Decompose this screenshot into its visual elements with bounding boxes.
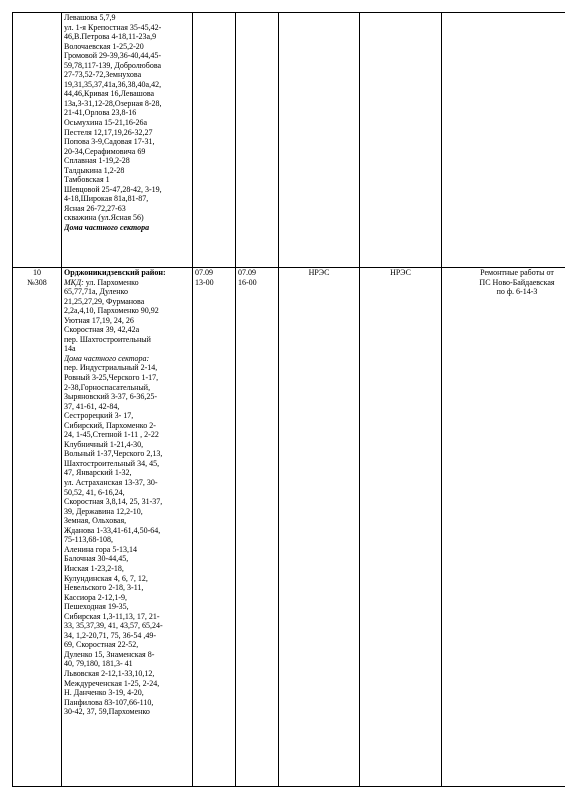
org-cell xyxy=(279,268,360,787)
org-name: НРЭС xyxy=(390,268,411,277)
address-line: пер. Шахтостроительный xyxy=(64,334,151,344)
org-cell xyxy=(360,13,442,268)
address-line: пер. Индустриальный 2-14, xyxy=(64,363,158,373)
address-line: Невельского 2-18, 3-11, xyxy=(64,583,144,593)
address-line: Сибирский, Пархоменко 2- xyxy=(64,420,156,430)
start-date: 07.09 xyxy=(195,268,213,277)
address-line: Клубничный 1-21,4-30, xyxy=(64,439,144,449)
start-time: 13-00 xyxy=(195,277,214,287)
address-line: ул. Астраханская 13-37, 30- xyxy=(64,478,158,488)
address-line: Талдыкина 1,2-28 xyxy=(64,165,125,175)
address-line: Скоростная 39, 42,42а xyxy=(64,325,140,335)
address-line: 20-34,Серафимовича 69 xyxy=(64,146,146,156)
address-cell xyxy=(62,13,193,268)
address-line: Панфилова 83-107,66-110, xyxy=(64,697,154,707)
address-line: Шахтостроительный 34, 45, xyxy=(64,458,160,468)
org-cell xyxy=(279,13,360,268)
end-date: 07.09 xyxy=(238,268,256,277)
address-line: Орджоникидзевский район: xyxy=(64,268,166,277)
address-line: Дома частного сектора: xyxy=(64,353,150,363)
reason-line: ПС Ново-Байдаевская xyxy=(479,277,555,287)
address-line: Зыряновский 3-37, 6-36,25- xyxy=(64,392,158,402)
start-cell xyxy=(193,13,236,268)
address-line: Кассиора 2-12,1-9, xyxy=(64,592,128,602)
address-line: Скоростная 3,8,14, 25, 31-37, xyxy=(64,497,163,507)
address-line: Земная, Ольховая, xyxy=(64,516,127,526)
table-row-previous xyxy=(13,13,565,268)
address-line: 69, Скоростная 22-52, xyxy=(64,640,139,650)
address-line: 37, 41-61, 42-84, xyxy=(64,401,120,411)
address-line: 65,77,71а, Дуленко xyxy=(64,287,128,297)
address-line: Осьмухина 15-21,16-26а xyxy=(64,118,148,128)
doc-number: №308 xyxy=(27,277,47,287)
address-text: ул. Пархоменко xyxy=(83,277,139,287)
reason-cell xyxy=(442,268,565,787)
address-line: Львовская 2-12,1-33,10,12, xyxy=(64,668,155,678)
end-cell xyxy=(236,268,279,787)
address-line: Балочная 30-44,45, xyxy=(64,554,129,564)
address-cell xyxy=(62,268,193,787)
address-line: Сестрорецкий 3- 17, xyxy=(64,411,134,421)
address-line: 19,31,35,37,41а,36,38,40а,42, xyxy=(64,79,162,89)
address-line: Левашова 5,7,9 xyxy=(64,13,116,22)
reason-line: Ремонтные работы от xyxy=(480,268,554,277)
address-line: 4-18,Широкая 81а,81-87, xyxy=(64,194,149,204)
address-line: 46,В.Петрова 4-18,11-23а,9 xyxy=(64,32,157,42)
address-line: Пестеля 12,17,19,26-32,27 xyxy=(64,127,153,137)
address-line: Шевцовой 25-47,28-42, 3-19, xyxy=(64,184,162,194)
address-line: 14а xyxy=(64,344,76,354)
address-line: Попова 3-9,Садовая 17-31, xyxy=(64,137,155,147)
address-line: Волочаевская 1-25,2-20 xyxy=(64,41,144,51)
address-line xyxy=(64,278,190,288)
address-line: 59,78,117-139, Добролюбова xyxy=(64,60,162,70)
number-cell xyxy=(13,268,62,787)
address-line: 75-113,68-108, xyxy=(64,535,114,545)
address-line: 21,25,27,29, Фурманова xyxy=(64,296,145,306)
address-line: 34, 1,2-20,71, 75, 36-54 ,49- xyxy=(64,630,156,640)
address-line: 39, Державина 12,2-10, xyxy=(64,506,143,516)
address-line: Дома частного сектора xyxy=(64,223,150,233)
address-line: 30-42, 37, 59,Пархоменко xyxy=(64,707,150,717)
address-line: 27-73,52-72,Земнухова xyxy=(64,70,142,80)
address-line: 2,2а,4,10, Пархоменко 90,92 xyxy=(64,306,159,316)
address-line: 24, 1-45,Степной 1-11 , 2-22 xyxy=(64,430,159,440)
address-line: Сплавная 1-19,2-28 xyxy=(64,156,130,166)
end-cell xyxy=(236,13,279,268)
address-line: 21-41,Орлова 23,8-16 xyxy=(64,108,137,118)
outage-schedule-table xyxy=(12,12,565,787)
address-line: Ясная 26-72,27-63 xyxy=(64,203,126,213)
address-line: Аленина гора 5-13,14 xyxy=(64,544,138,554)
address-line: 2-38,Горноспасательный, xyxy=(64,382,151,392)
address-line: 40, 79,180, 181,3- 41 xyxy=(64,659,133,669)
address-line: Сибирская 1,3-11,13, 17, 21- xyxy=(64,611,160,621)
address-line: Жданова 1-33,41-61,4,50-64, xyxy=(64,525,161,535)
number-cell xyxy=(13,13,62,268)
address-line: 47, Январский 1-32, xyxy=(64,468,132,478)
address-line: Н. Данченко 3-19, 4-20, xyxy=(64,688,144,698)
address-line: 44,46,Кривая 16,Левашова xyxy=(64,89,155,99)
reason-line: по ф. 6-14-3 xyxy=(496,287,538,297)
address-line: Уютная 17,19, 24, 26 xyxy=(64,315,134,325)
org-name: НРЭС xyxy=(308,268,330,277)
address-line: ул. 1-я Крепостная 35-45,42- xyxy=(64,22,162,32)
address-line: скважина (ул.Ясная 56) xyxy=(64,213,144,223)
address-line: Пешеходная 19-35, xyxy=(64,602,129,612)
address-line: 33, 35,37,39, 41, 43,57, 65,24- xyxy=(64,621,163,631)
mkd-prefix: МКД: xyxy=(64,277,84,287)
address-line: Ровный 3-25,Черского 1-17, xyxy=(64,373,159,383)
table-row-10 xyxy=(13,268,565,787)
start-cell xyxy=(193,268,236,787)
address-line: Кулундинская 4, 6, 7, 12, xyxy=(64,573,148,583)
reason-cell xyxy=(442,13,565,268)
address-line: Инская 1-23,2-18, xyxy=(64,563,124,573)
address-line: Громовой 29-39,36-40,44,45- xyxy=(64,51,162,61)
end-time: 16-00 xyxy=(238,277,257,287)
row-number: 10 xyxy=(33,268,41,277)
address-line: 50,52, 41, 6-16,24, xyxy=(64,487,125,497)
address-line: Тамбовская 1 xyxy=(64,175,110,185)
address-line: Вольный 1-37,Черского 2,13, xyxy=(64,449,163,459)
address-line: Междуреченская 1-25, 2-24, xyxy=(64,678,160,688)
org-cell xyxy=(360,268,442,787)
address-line: Дуленко 15, Знаменская 8- xyxy=(64,649,155,659)
address-line: 13а,3-31,12-28,Озерная 8-28, xyxy=(64,98,162,108)
